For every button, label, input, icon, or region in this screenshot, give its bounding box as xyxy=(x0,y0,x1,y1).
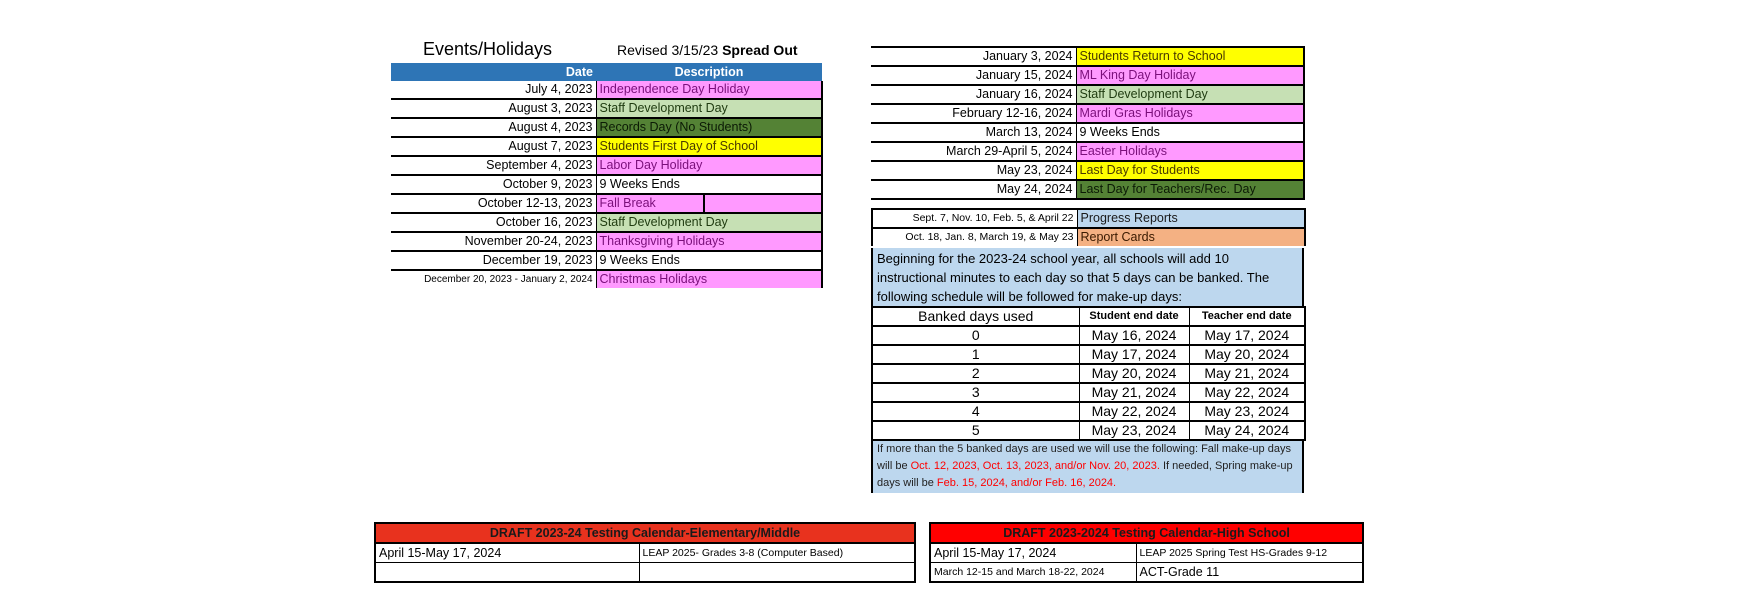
table-row xyxy=(391,232,822,251)
event-description: Labor Day Holiday xyxy=(596,156,822,175)
table-row xyxy=(391,156,822,175)
student-end-date: May 20, 2024 xyxy=(1079,364,1189,383)
events-table-fall xyxy=(391,63,823,288)
event-date: October 9, 2023 xyxy=(391,175,596,194)
student-end-date: May 21, 2024 xyxy=(1079,383,1189,402)
event-date: February 12-16, 2024 xyxy=(871,104,1076,123)
student-end-date: May 16, 2024 xyxy=(1079,326,1189,345)
table-row xyxy=(391,118,822,137)
testing-header-row xyxy=(930,523,1363,543)
table-row xyxy=(391,270,822,288)
teacher-end-date: May 17, 2024 xyxy=(1189,326,1305,345)
table-row xyxy=(872,364,1305,383)
event-description: 9 Weeks Ends xyxy=(596,251,822,270)
table-row xyxy=(391,137,822,156)
table-row xyxy=(391,175,822,194)
event-description: Last Day for Students xyxy=(1076,161,1304,180)
event-description: Staff Development Day xyxy=(596,99,822,118)
event-date: October 12-13, 2023 xyxy=(391,194,596,213)
event-description: Students First Day of School xyxy=(596,137,822,156)
event-description: 9 Weeks Ends xyxy=(596,175,822,194)
banked-days-value: 1 xyxy=(872,345,1079,364)
test-name xyxy=(639,563,915,583)
event-date: January 3, 2024 xyxy=(871,47,1076,66)
fall-makeup-dates: Oct. 12, 2023, Oct. 13, 2023, and/or Nov. 20, 2023. xyxy=(910,460,1160,472)
events-holidays-title: Events/Holidays xyxy=(423,39,553,59)
test-name: LEAP 2025- Grades 3-8 (Computer Based) xyxy=(639,543,915,563)
table-row xyxy=(872,228,1305,246)
banked-days-table xyxy=(871,306,1306,441)
table-row xyxy=(391,251,822,270)
spring-makeup-dates: Feb. 15, 2024, and/or Feb. 16, 2024. xyxy=(936,477,1117,489)
test-name: LEAP 2025 Spring Test HS-Grades 9-12 xyxy=(1136,543,1363,563)
table-row xyxy=(872,402,1305,421)
test-name: ACT-Grade 11 xyxy=(1136,563,1363,583)
student-end-date-header: Student end date xyxy=(1079,307,1189,326)
event-date: August 3, 2023 xyxy=(391,99,596,118)
testing-calendar-title: DRAFT 2023-2024 Testing Calendar-High School xyxy=(930,523,1363,543)
event-date: September 4, 2023 xyxy=(391,156,596,175)
teacher-end-date: May 20, 2024 xyxy=(1189,345,1305,364)
event-description: Christmas Holidays xyxy=(596,270,822,288)
testing-calendar-high-school xyxy=(929,522,1364,583)
reports-table xyxy=(871,208,1306,246)
testing-calendar-title: DRAFT 2023-24 Testing Calendar-Elementary/Middle xyxy=(375,523,915,543)
event-date: July 4, 2023 xyxy=(391,81,596,99)
report-dates: Oct. 18, Jan. 8, March 19, & May 23 xyxy=(872,228,1077,246)
table-row xyxy=(871,66,1304,85)
event-date: March 13, 2024 xyxy=(871,123,1076,142)
event-date: August 4, 2023 xyxy=(391,118,596,137)
table-row xyxy=(871,104,1304,123)
event-date: March 29-April 5, 2024 xyxy=(871,142,1076,161)
table-row xyxy=(871,85,1304,104)
test-date: April 15-May 17, 2024 xyxy=(930,543,1136,563)
event-description: Independence Day Holiday xyxy=(596,81,822,99)
makeup-text-1: If more than the 5 banked days are used we will use the following: Fall make-up days will be xyxy=(877,443,1291,472)
event-description: Fall Break xyxy=(599,196,656,210)
event-description: Mardi Gras Holidays xyxy=(1076,104,1304,123)
event-description: Thanksgiving Holidays xyxy=(596,232,822,251)
event-date: January 16, 2024 xyxy=(871,85,1076,104)
event-description: ML King Day Holiday xyxy=(1076,66,1304,85)
test-date: March 12-15 and March 18-22, 2024 xyxy=(930,563,1136,583)
events-table-spring xyxy=(871,46,1305,200)
cell-divider xyxy=(703,195,705,212)
table-row xyxy=(930,543,1363,563)
report-type: Report Cards xyxy=(1077,228,1305,246)
teacher-end-date-header: Teacher end date xyxy=(1189,307,1305,326)
events-header-row xyxy=(391,63,822,81)
event-description-cell xyxy=(596,194,822,213)
table-row xyxy=(872,326,1305,345)
event-description: Staff Development Day xyxy=(1076,85,1304,104)
table-row xyxy=(391,213,822,232)
table-row xyxy=(872,345,1305,364)
banked-days-value: 3 xyxy=(872,383,1079,402)
event-date: May 23, 2024 xyxy=(871,161,1076,180)
description-column-header: Description xyxy=(596,63,822,81)
event-description: Last Day for Teachers/Rec. Day xyxy=(1076,180,1304,199)
table-row xyxy=(871,180,1304,199)
report-dates: Sept. 7, Nov. 10, Feb. 5, & April 22 xyxy=(872,209,1077,228)
makeup-text-2: If needed, Spring make-up days will be xyxy=(877,460,1293,489)
event-date: May 24, 2024 xyxy=(871,180,1076,199)
table-row xyxy=(871,142,1304,161)
banked-days-value: 2 xyxy=(872,364,1079,383)
spread-out-label: Spread Out xyxy=(722,42,798,58)
teacher-end-date: May 22, 2024 xyxy=(1189,383,1305,402)
banked-days-value: 0 xyxy=(872,326,1079,345)
banked-days-header: Banked days used xyxy=(872,307,1079,326)
student-end-date: May 17, 2024 xyxy=(1079,345,1189,364)
table-row xyxy=(872,383,1305,402)
date-column-header: Date xyxy=(391,63,596,81)
student-end-date: May 22, 2024 xyxy=(1079,402,1189,421)
testing-header-row xyxy=(375,523,915,543)
event-description: Students Return to School xyxy=(1076,47,1304,66)
revision-note xyxy=(617,42,798,58)
makeup-days-note xyxy=(871,441,1304,493)
table-row xyxy=(871,123,1304,142)
event-description: Staff Development Day xyxy=(596,213,822,232)
banked-days-value: 5 xyxy=(872,421,1079,440)
student-end-date: May 23, 2024 xyxy=(1079,421,1189,440)
table-row xyxy=(872,209,1305,228)
table-row xyxy=(375,543,915,563)
event-date: November 20-24, 2023 xyxy=(391,232,596,251)
table-row xyxy=(375,563,915,583)
table-row xyxy=(391,81,822,99)
event-date: December 19, 2023 xyxy=(391,251,596,270)
event-date: August 7, 2023 xyxy=(391,137,596,156)
test-date: April 15-May 17, 2024 xyxy=(375,543,639,563)
teacher-end-date: May 21, 2024 xyxy=(1189,364,1305,383)
event-date: January 15, 2024 xyxy=(871,66,1076,85)
banked-days-value: 4 xyxy=(872,402,1079,421)
banked-header-row xyxy=(872,307,1305,326)
event-date: October 16, 2023 xyxy=(391,213,596,232)
table-row xyxy=(391,99,822,118)
table-row xyxy=(930,563,1363,583)
table-row xyxy=(871,161,1304,180)
test-date xyxy=(375,563,639,583)
banked-days-intro: Beginning for the 2023-24 school year, all schools will add 10 instructional minutes to each day so that 5 days can be banked. The following schedule will be followed for make-up days: xyxy=(871,248,1304,306)
event-date: December 20, 2023 - January 2, 2024 xyxy=(391,270,596,288)
testing-calendar-elementary xyxy=(374,522,916,583)
table-row xyxy=(872,421,1305,440)
teacher-end-date: May 23, 2024 xyxy=(1189,402,1305,421)
event-description: Easter Holidays xyxy=(1076,142,1304,161)
teacher-end-date: May 24, 2024 xyxy=(1189,421,1305,440)
table-row xyxy=(871,47,1304,66)
revised-date: Revised 3/15/23 xyxy=(617,42,719,58)
table-row xyxy=(391,194,822,213)
report-type: Progress Reports xyxy=(1077,209,1305,228)
event-description: 9 Weeks Ends xyxy=(1076,123,1304,142)
event-description: Records Day (No Students) xyxy=(596,118,822,137)
